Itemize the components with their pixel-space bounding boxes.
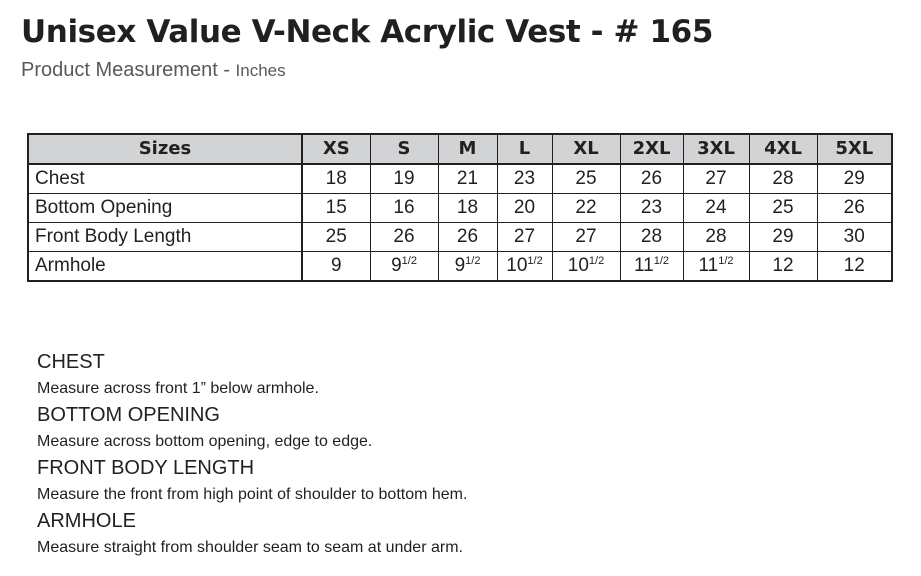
unit-label: Inches xyxy=(235,61,286,80)
size-header-cell: 5XL xyxy=(817,134,892,164)
measurement-cell xyxy=(749,252,817,282)
row-label: Chest xyxy=(28,164,302,194)
measurement-value: 28 xyxy=(705,226,727,247)
measurement-value: 26 xyxy=(393,226,415,247)
definition-description: Measure across bottom opening, edge to edge. xyxy=(37,433,373,450)
measurement-cell xyxy=(497,194,552,223)
measurement-fraction: 1/2 xyxy=(653,255,670,267)
measurement-cell xyxy=(552,223,620,252)
table-row xyxy=(28,164,892,194)
measurement-cell xyxy=(497,164,552,194)
definition-description: Measure across front 1” below armhole. xyxy=(37,380,319,397)
subtitle-text: Product Measurement xyxy=(21,59,218,81)
definition-description: Measure the front from high point of shoulder to bottom hem. xyxy=(37,486,468,503)
measurement-cell xyxy=(302,194,370,223)
size-header-cell: XL xyxy=(552,134,620,164)
measurement-value: 10 xyxy=(567,255,589,276)
measurement-cell xyxy=(620,252,683,282)
measurement-cell xyxy=(817,223,892,252)
measurement-value: 26 xyxy=(640,168,663,189)
measurement-value: 15 xyxy=(325,197,347,218)
measurement-value: 18 xyxy=(456,197,479,218)
measurement-cell xyxy=(552,252,620,282)
size-chart-table xyxy=(27,133,893,282)
measurement-cell xyxy=(817,164,892,194)
measurement-value: 23 xyxy=(513,168,536,189)
measurement-value: 24 xyxy=(705,197,727,218)
measurement-cell xyxy=(302,164,370,194)
measurement-fraction: 1/2 xyxy=(718,255,734,267)
measurement-value: 22 xyxy=(575,197,597,218)
size-header-cell: XS xyxy=(302,134,370,164)
measurement-cell xyxy=(438,223,497,252)
measurement-value: 27 xyxy=(513,226,536,247)
definition-term: BOTTOM OPENING xyxy=(37,404,220,426)
measurement-cell xyxy=(749,194,817,223)
measurement-fraction: 1/2 xyxy=(401,255,417,267)
measurement-value: 28 xyxy=(640,226,663,247)
measurement-value: 12 xyxy=(772,255,794,276)
measurement-cell xyxy=(552,164,620,194)
measurement-value: 21 xyxy=(456,168,479,189)
measurement-definitions xyxy=(37,349,467,561)
definition-term: FRONT BODY LENGTH xyxy=(37,457,255,479)
measurement-fraction: 1/2 xyxy=(527,255,543,267)
measurement-value: 12 xyxy=(843,255,865,276)
size-header-cell: S xyxy=(370,134,438,164)
sizes-header: Sizes xyxy=(28,134,302,164)
measurement-value: 29 xyxy=(772,226,794,247)
measurement-value: 18 xyxy=(325,168,347,189)
definition-term: ARMHOLE xyxy=(37,510,136,532)
measurement-value: 19 xyxy=(393,168,415,189)
measurement-cell xyxy=(370,164,438,194)
measurement-fraction: 1/2 xyxy=(588,255,605,267)
definition-term: CHEST xyxy=(37,351,105,373)
measurement-value: 11 xyxy=(698,255,719,276)
measurement-value: 28 xyxy=(772,168,794,189)
measurement-value: 9 xyxy=(391,255,402,276)
table-row xyxy=(28,252,892,282)
measurement-value: 25 xyxy=(575,168,597,189)
row-label: Bottom Opening xyxy=(28,194,302,223)
measurement-cell xyxy=(497,223,552,252)
measurement-cell xyxy=(552,194,620,223)
measurement-value: 26 xyxy=(456,226,479,247)
size-header-cell: 2XL xyxy=(620,134,683,164)
measurement-cell xyxy=(749,223,817,252)
measurement-cell xyxy=(370,252,438,282)
measurement-value: 16 xyxy=(393,197,415,218)
measurement-value: 27 xyxy=(575,226,597,247)
measurement-value: 11 xyxy=(633,255,654,276)
measurement-value: 30 xyxy=(843,226,865,247)
page-subtitle xyxy=(21,59,286,82)
measurement-cell xyxy=(683,194,749,223)
measurement-cell xyxy=(302,223,370,252)
row-label: Armhole xyxy=(28,252,302,282)
measurement-cell xyxy=(683,252,749,282)
measurement-value: 29 xyxy=(843,168,865,189)
subtitle-separator: - xyxy=(217,59,236,81)
measurement-cell xyxy=(620,223,683,252)
measurement-cell xyxy=(438,164,497,194)
size-header-cell: 4XL xyxy=(749,134,817,164)
measurement-cell xyxy=(817,252,892,282)
measurement-value: 25 xyxy=(772,197,794,218)
measurement-cell xyxy=(620,164,683,194)
measurement-value: 20 xyxy=(513,197,536,218)
measurement-cell xyxy=(683,223,749,252)
measurement-cell xyxy=(683,164,749,194)
table-row xyxy=(28,223,892,252)
measurement-value: 9 xyxy=(454,255,466,276)
measurement-value: 23 xyxy=(640,197,663,218)
measurement-cell xyxy=(817,194,892,223)
measurement-cell xyxy=(749,164,817,194)
page-title: Unisex Value V-Neck Acrylic Vest - # 165 xyxy=(21,14,714,50)
measurement-value: 25 xyxy=(325,226,347,247)
measurement-cell xyxy=(497,252,552,282)
row-label: Front Body Length xyxy=(28,223,302,252)
measurement-cell xyxy=(438,194,497,223)
measurement-cell xyxy=(302,252,370,282)
measurement-cell xyxy=(620,194,683,223)
measurement-value: 9 xyxy=(330,255,342,276)
size-header-row xyxy=(28,134,892,164)
measurement-fraction: 1/2 xyxy=(465,255,481,267)
size-header-cell: 3XL xyxy=(683,134,749,164)
measurement-value: 10 xyxy=(506,255,528,276)
size-header-cell: L xyxy=(497,134,552,164)
size-header-cell: M xyxy=(438,134,497,164)
table-row xyxy=(28,194,892,223)
definition-description: Measure straight from shoulder seam to seam at under arm. xyxy=(37,539,463,556)
measurement-value: 26 xyxy=(843,197,865,218)
measurement-cell xyxy=(438,252,497,282)
size-chart-body xyxy=(28,164,892,281)
measurement-cell xyxy=(370,223,438,252)
measurement-value: 27 xyxy=(705,168,727,189)
measurement-cell xyxy=(370,194,438,223)
